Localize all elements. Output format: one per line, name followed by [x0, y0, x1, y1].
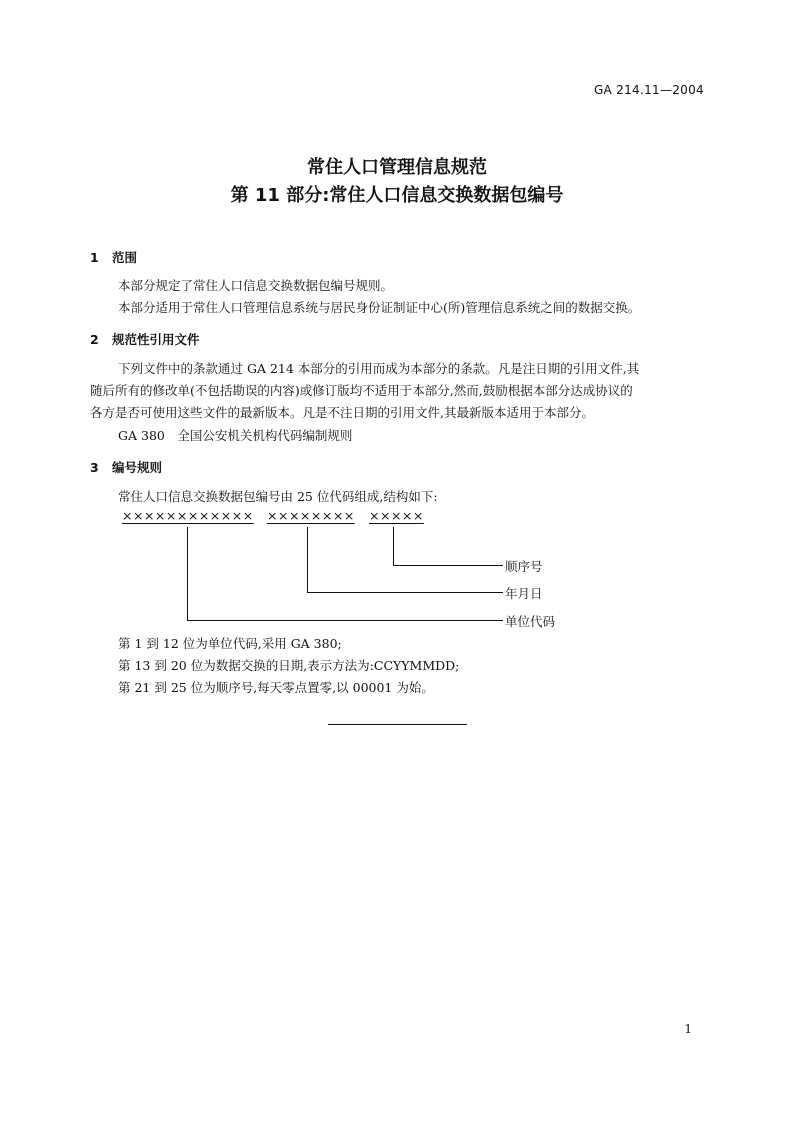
paragraph: 各方是否可使用这些文件的最新版本。凡是不注日期的引用文件,其最新版本适用于本部分。 [90, 405, 594, 420]
paragraph: 随后所有的修改单(不包括勘误的内容)或修订版均不适用于本部分,然而,鼓励根据本部分达成协议的 [90, 383, 633, 398]
connector-line [307, 592, 503, 593]
section-3-heading [90, 458, 162, 476]
connector-line [393, 565, 503, 566]
paragraph: 下列文件中的条款通过 GA 214 本部分的引用而成为本部分的条款。凡是注日期的引用文件,其 [118, 361, 640, 376]
connector-line [307, 527, 308, 593]
code-group-unit: ×××××××××××× [122, 508, 254, 523]
document-title: 常住人口管理信息规范 [307, 157, 487, 178]
note-line: 第 13 到 20 位为数据交换的日期,表示方法为:CCYYMMDD; [118, 658, 460, 673]
code-group-date: ×××××××× [267, 508, 355, 523]
section-1-heading [90, 248, 137, 266]
standard-code: GA 214.11—2004 [593, 83, 704, 97]
end-rule [328, 724, 467, 725]
section-title: 规范性引用文件 [112, 332, 200, 347]
paragraph: 常住人口信息交换数据包编号由 25 位代码组成,结构如下: [118, 489, 438, 504]
label-unit-code: 单位代码 [505, 614, 556, 629]
label-date: 年月日 [505, 586, 543, 601]
connector-line [393, 527, 394, 566]
connector-line [187, 620, 503, 621]
document-subtitle: 第 11 部分:常住人口信息交换数据包编号 [230, 185, 564, 206]
note-line: 第 21 到 25 位为顺序号,每天零点置零,以 00001 为始。 [118, 680, 434, 695]
page-number: 1 [684, 1022, 692, 1036]
label-sequence: 顺序号 [505, 559, 543, 574]
section-number: 3 [90, 460, 99, 475]
note-line: 第 1 到 12 位为单位代码,采用 GA 380; [118, 636, 342, 651]
code-group-sequence: ××××× [369, 508, 424, 523]
section-title: 编号规则 [112, 460, 163, 475]
section-title: 范围 [112, 250, 138, 265]
paragraph: 本部分适用于常住人口管理信息系统与居民身份证制证中心(所)管理信息系统之间的数据交换。 [118, 300, 641, 315]
section-number: 2 [90, 332, 99, 347]
section-number: 1 [90, 250, 99, 265]
paragraph: 本部分规定了常住人口信息交换数据包编号规则。 [118, 278, 394, 293]
referenced-document: GA 380 全国公安机关机构代码编制规则 [118, 428, 353, 443]
connector-line [187, 527, 188, 621]
section-2-heading [90, 330, 200, 348]
